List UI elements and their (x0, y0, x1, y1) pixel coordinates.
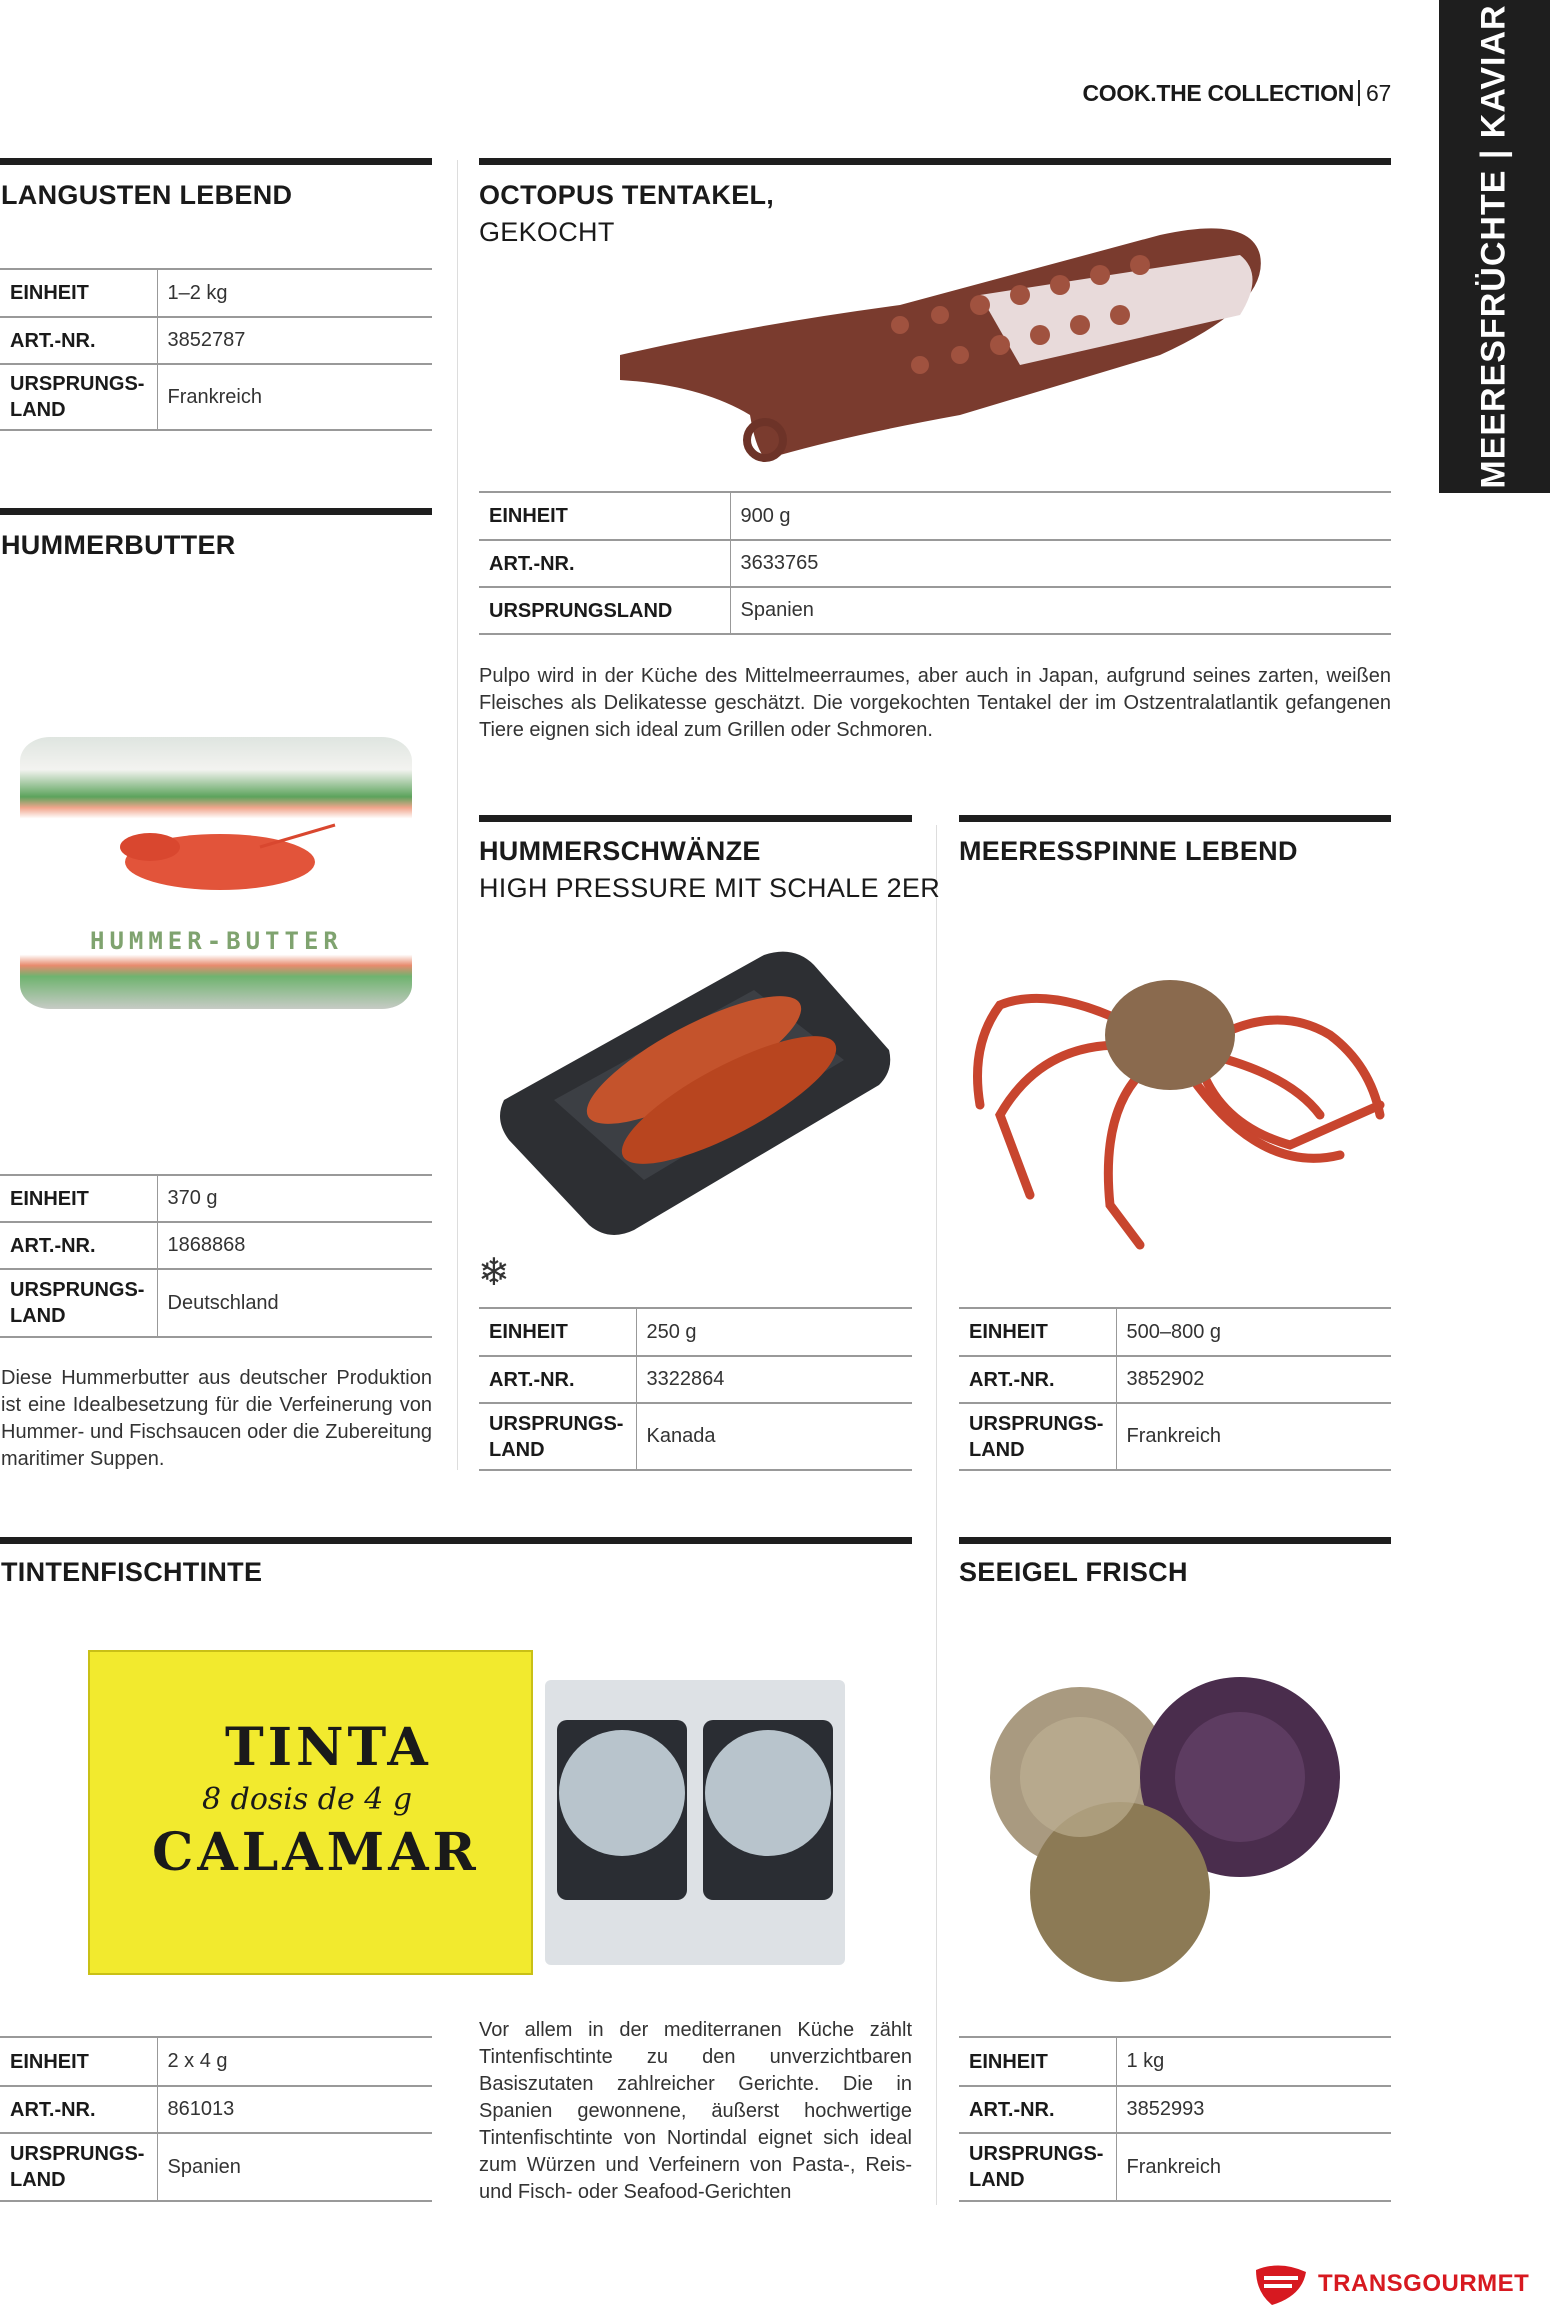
einheit-value: 2 x 4 g (157, 2037, 432, 2086)
pack-text: TINTA (225, 1717, 432, 1778)
spec-table-hummerschwaenze (479, 1307, 912, 1471)
product-title: HUMMERSCHWÄNZE (479, 836, 761, 866)
einheit-value: 1 kg (1116, 2037, 1391, 2086)
art-nr-label: ART.-NR. (479, 540, 730, 587)
transgourmet-logo (1252, 2262, 1529, 2306)
logo-icon (1252, 2262, 1308, 2306)
land-value: Frankreich (1116, 1403, 1391, 1470)
ursprung-label: URSPRUNGS- LAND (959, 1403, 1116, 1470)
product-subtitle: GEKOCHT (479, 217, 615, 247)
ursprung-label: URSPRUNGS- LAND (0, 2133, 157, 2201)
product-subtitle: HIGH PRESSURE MIT SCHALE 2ER (479, 873, 941, 903)
section-bar (479, 158, 1391, 165)
land-value: Frankreich (157, 364, 432, 430)
hummerbutter-can-image (20, 737, 412, 1009)
section-bar (0, 508, 432, 515)
sea-urchin-image (980, 1657, 1365, 1982)
ursprung-label: URSPRUNGS- LAND (479, 1403, 636, 1470)
land-value: Spanien (157, 2133, 432, 2201)
spec-table-seeigel (959, 2036, 1391, 2202)
product-title: MEERESSPINNE LEBEND (959, 836, 1298, 866)
ursprung-label: URSPRUNGS- LAND (0, 1269, 157, 1337)
einheit-value: 370 g (157, 1175, 432, 1222)
page-header (1082, 80, 1391, 107)
art-nr-label: ART.-NR. (0, 1222, 157, 1269)
einheit-value: 250 g (636, 1308, 912, 1356)
ink-sachets-image (545, 1680, 845, 1965)
section-bar (479, 815, 912, 822)
art-nr-label: ART.-NR. (959, 1356, 1116, 1403)
art-nr-label: ART.-NR. (0, 317, 157, 364)
spec-table-tintenfischtinte (0, 2036, 432, 2202)
lobster-tails-image (494, 950, 894, 1240)
product-title: SEEIGEL FRISCH (959, 1557, 1188, 1587)
land-value: Deutschland (157, 1269, 432, 1337)
einheit-label: EINHEIT (959, 2037, 1116, 2086)
ursprung-label: URSPRUNGS- LAND (959, 2133, 1116, 2201)
land-value: Spanien (730, 587, 1391, 634)
art-nr-value: 3852993 (1116, 2086, 1391, 2133)
lobster-graphic (110, 817, 340, 907)
spec-table-meeresspinne (959, 1307, 1391, 1471)
art-nr-value: 1868868 (157, 1222, 432, 1269)
einheit-label: EINHEIT (479, 492, 730, 540)
art-nr-value: 3322864 (636, 1356, 912, 1403)
einheit-value: 900 g (730, 492, 1391, 540)
einheit-label: EINHEIT (0, 269, 157, 317)
product-title: OCTOPUS TENTAKEL, (479, 180, 775, 210)
section-bar (959, 815, 1391, 822)
art-nr-label: ART.-NR. (0, 2086, 157, 2133)
spider-crab-image (960, 945, 1390, 1250)
pack-text: 8 dosis de 4 g (202, 1782, 413, 1817)
land-value: Frankreich (1116, 2133, 1391, 2201)
spec-table-langusten (0, 268, 432, 431)
logo-text: TRANSGOURMET (1318, 2270, 1530, 2297)
column-divider (457, 160, 458, 1470)
art-nr-value: 3852902 (1116, 1356, 1391, 1403)
spec-table-hummerbutter (0, 1174, 432, 1338)
product-description: Vor allem in der mediterranen Küche zählt Tintenfischtinte zu den unverzichtbaren Basiszutaten zahlreicher Gerichte. Die in Spanien gewonnene, äußerst hochwertige Tintenfischtinte von Nortindal eignet sich ideal zum Würzen und Verfeinern von Pasta-, Reis- und Fisch- oder Seafood-Gerichten (479, 2019, 912, 2203)
product-description: Diese Hummerbutter aus deutscher Produktion ist eine Idealbesetzung für die Verfeinerung von Hummer- und Fischsaucen oder die Zubereitung maritimer Suppen. (1, 1367, 432, 1470)
product-description: Pulpo wird in der Küche des Mittelmeerraumes, aber auch in Japan, aufgrund seines zarten, weißen Fleisches als Delikatesse geschätzt. Die vorgekochten Tentakel der im Ostzentralatlantik gefangenen Tiere eignen sich ideal zum Grillen oder Schmoren. (479, 665, 1391, 741)
ink-box-image (88, 1650, 533, 1975)
product-title: LANGUSTEN LEBEND (1, 180, 293, 210)
section-tab-label: MEERESFRÜCHTE | KAVIAR (1475, 4, 1513, 489)
pack-text: CALAMAR (152, 1822, 480, 1883)
einheit-value: 500–800 g (1116, 1308, 1391, 1356)
page-number: 67 (1358, 80, 1391, 106)
land-value: Kanada (636, 1403, 912, 1470)
product-title: TINTENFISCHTINTE (1, 1557, 263, 1587)
art-nr-value: 3633765 (730, 540, 1391, 587)
einheit-value: 1–2 kg (157, 269, 432, 317)
einheit-label: EINHEIT (0, 2037, 157, 2086)
can-label: HUMMER-BUTTER (90, 927, 343, 955)
collection-title: COOK.THE COLLECTION (1082, 80, 1355, 106)
product-title: HUMMERBUTTER (1, 530, 236, 560)
section-bar (0, 158, 432, 165)
snowflake-icon: ❄ (478, 1252, 510, 1294)
octopus-image (600, 215, 1270, 475)
art-nr-label: ART.-NR. (959, 2086, 1116, 2133)
section-tab (1439, 0, 1550, 493)
art-nr-label: ART.-NR. (479, 1356, 636, 1403)
einheit-label: EINHEIT (959, 1308, 1116, 1356)
section-bar (959, 1537, 1391, 1544)
ursprung-label: URSPRUNGS- LAND (0, 364, 157, 430)
ursprung-label: URSPRUNGSLAND (479, 587, 730, 634)
art-nr-value: 861013 (157, 2086, 432, 2133)
spec-table-octopus (479, 491, 1391, 635)
einheit-label: EINHEIT (0, 1175, 157, 1222)
einheit-label: EINHEIT (479, 1308, 636, 1356)
column-divider (936, 825, 937, 2205)
section-bar (0, 1537, 912, 1544)
art-nr-value: 3852787 (157, 317, 432, 364)
